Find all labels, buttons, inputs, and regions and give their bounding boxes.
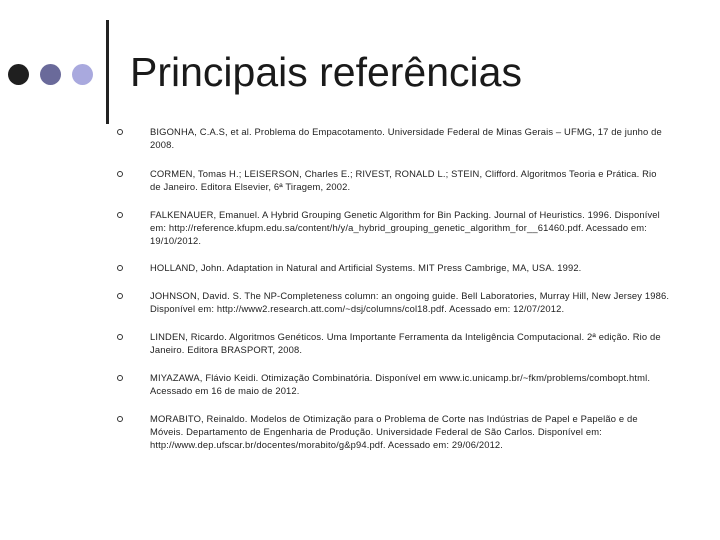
title-divider-line <box>106 20 109 124</box>
reference-text: BIGONHA, C.A.S, et al. Problema do Empacotamento. Universidade Federal de Minas Gerais – UFMG, 17 de junho de 2008. <box>150 126 662 150</box>
slide-title: Principais referências <box>130 49 522 95</box>
reference-text: LINDEN, Ricardo. Algoritmos Genéticos. Uma Importante Ferramenta da Inteligência Computacional. 2ª edição. Rio de Janeiro. Editora BRASPORT, 2008. <box>150 331 661 355</box>
reference-text: MORABITO, Reinaldo. Modelos de Otimização para o Problema de Corte nas Indústrias de Papel e Papelão e de Móveis. Departamento de Engenharia de Produção. Universidade Federal de São Carlos. Disponível em: http://www.dep.ufscar.br/docentes/morabito/g&p94.pdf. Acessado em: 29/06/2012. <box>150 413 638 450</box>
light-dot-icon <box>72 64 93 85</box>
bullet-icon <box>117 293 123 299</box>
dark-dot-icon <box>8 64 29 85</box>
bullet-icon <box>117 171 123 177</box>
bullet-icon <box>117 375 123 381</box>
bullet-icon <box>117 416 123 422</box>
medium-dot-icon <box>40 64 61 85</box>
reference-text: CORMEN, Tomas H.; LEISERSON, Charles E.; RIVEST, RONALD L.; STEIN, Clifford. Algoritmos Teoria e Prática. Rio de Janeiro. Editora Elsevier, 6ª Tiragem, 2002. <box>150 168 657 192</box>
reference-text: JOHNSON, David. S. The NP-Completeness column: an ongoing guide. Bell Laboratories, Murray Hill, New Jersey 1986. Disponível em: http://www2.research.att.com/~dsj/columns/col18.pdf. Acessado em: 12/07/2012. <box>150 290 670 314</box>
decorative-dots <box>8 64 98 86</box>
bullet-icon <box>117 129 123 135</box>
bullet-icon <box>117 212 123 218</box>
bullet-icon <box>117 334 123 340</box>
reference-text: HOLLAND, John. Adaptation in Natural and Artificial Systems. MIT Press Cambrige, MA, USA. 1992. <box>150 262 582 273</box>
reference-text: MIYAZAWA, Flávio Keidi. Otimização Combinatória. Disponível em www.ic.unicamp.br/~fkm/problems/combopt.html. Acessado em 16 de maio de 2012. <box>150 372 651 396</box>
bullet-icon <box>117 265 123 271</box>
reference-text: FALKENAUER, Emanuel. A Hybrid Grouping Genetic Algorithm for Bin Packing. Journal of Heuristics. 1996. Disponível em: http://reference.kfupm.edu.sa/content/h/y/a_hybrid_grouping_genetic_algorithm_for__61460.pdf. Acessado em: 19/10/2012. <box>150 209 660 246</box>
